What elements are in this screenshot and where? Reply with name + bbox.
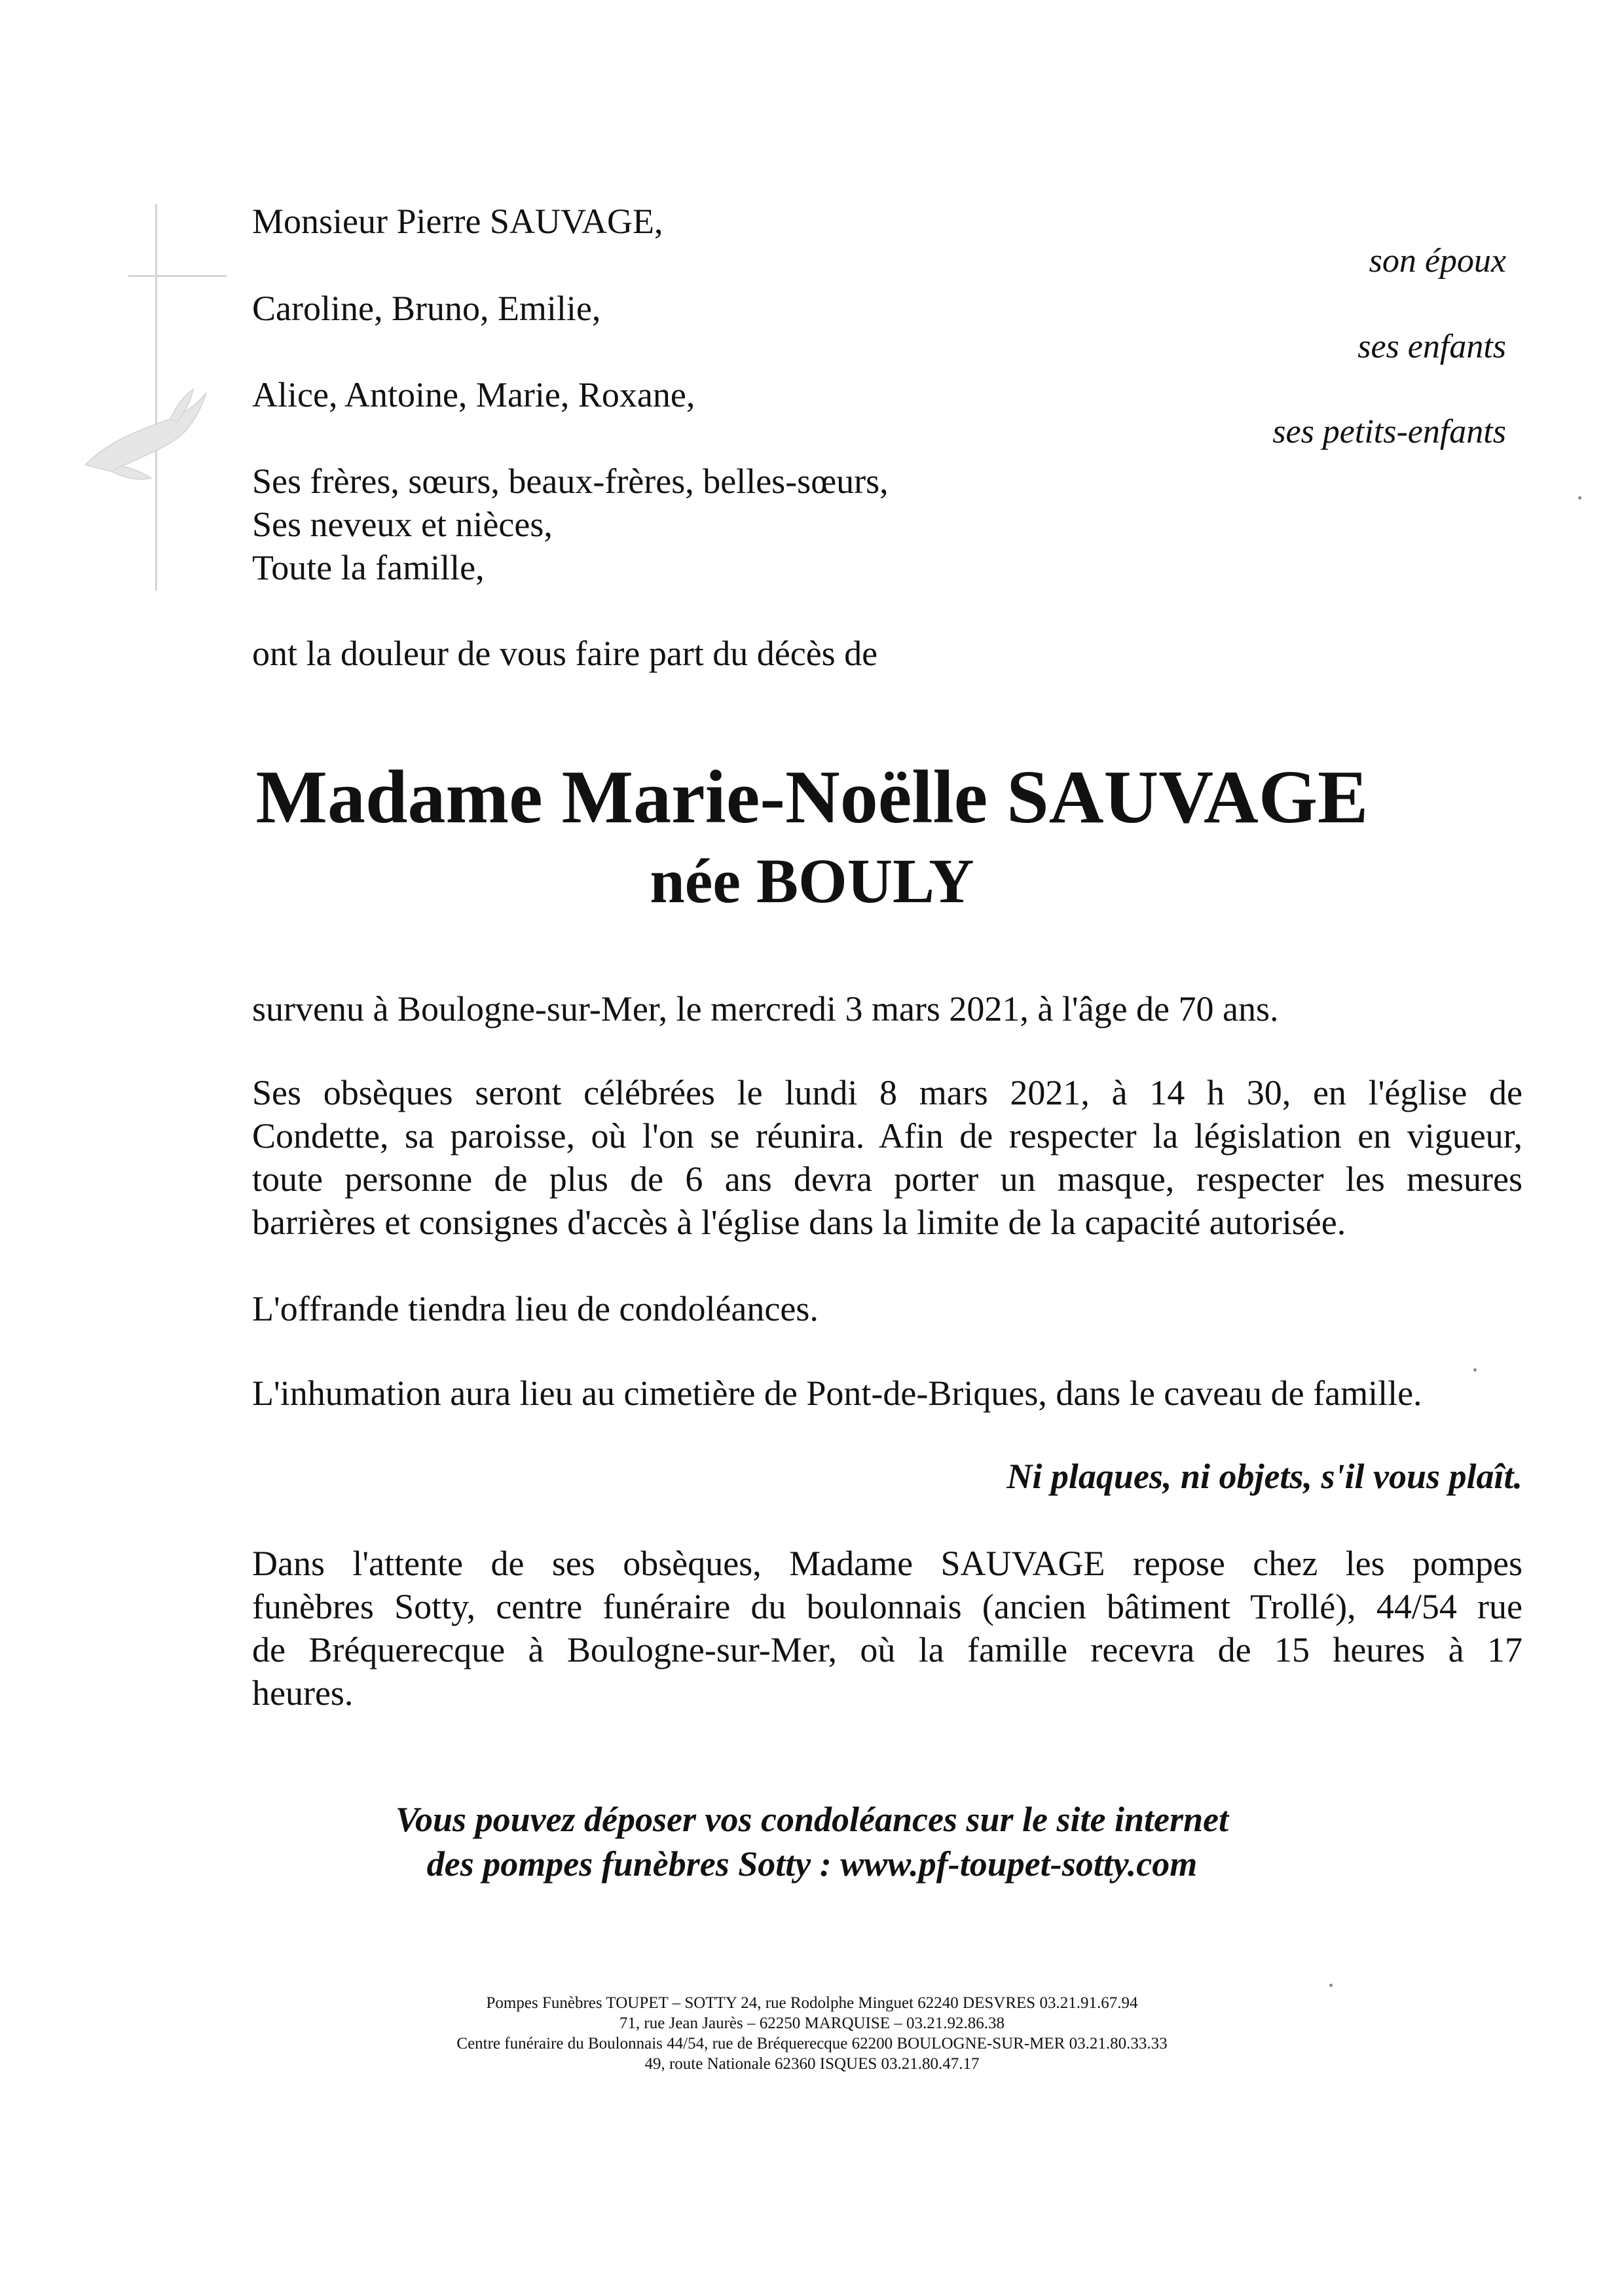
- footer-address-desvres: Pompes Funèbres TOUPET – SOTTY 24, rue Rodolphe Minguet 62240 DESVRES 03.21.91.67.94: [486, 1994, 1138, 2012]
- maiden-name: née BOULY: [650, 846, 974, 916]
- offering-text: L'offrande tiendra lieu de condoléances.: [252, 1289, 819, 1328]
- footer-address-boulogne: Centre funéraire du Boulonnais 44/54, rue de Bréquerecque 62200 BOULOGNE-SUR-MER 03.21.80.33.33: [456, 2035, 1168, 2052]
- no-plaques-notice: Ni plaques, ni objets, s'il vous plaît.: [1006, 1457, 1522, 1496]
- family-children: Caroline, Bruno, Emilie,: [252, 289, 601, 328]
- funeral-line: Condette, sa paroisse, où l'on se réunira. Afin de respecter la législation en vigueur,: [252, 1116, 1522, 1156]
- scan-speck: [1578, 496, 1581, 500]
- announcement-text: ont la douleur de vous faire part du décès de: [252, 634, 878, 673]
- condolences-line-2: des pompes funèbres Sotty : www.pf-toupet-sotty.com: [426, 1844, 1198, 1884]
- deceased-name: Madame Marie-Noëlle SAUVAGE: [255, 756, 1369, 839]
- funeral-line: Ses obsèques seront célébrées le lundi 8 mars 2021, à 14 h 30, en l'église de: [252, 1073, 1522, 1112]
- condolences-line-1: Vous pouvez déposer vos condoléances sur le site internet: [395, 1800, 1228, 1839]
- death-notice: [252, 987, 1522, 1030]
- funeral-paragraph: [252, 1071, 1522, 1244]
- burial-text: L'inhumation aura lieu au cimetière de Pont-de-Briques, dans le caveau de famille.: [252, 1374, 1422, 1413]
- relation-grandchildren: ses petits-enfants: [1272, 413, 1506, 450]
- relation-spouse: son époux: [1369, 242, 1506, 280]
- viewing-line: de Bréquerecque à Boulogne-sur-Mer, où la famille recevra de 15 heures à 17: [252, 1630, 1522, 1669]
- family-siblings: Ses frères, sœurs, beaux-frères, belles-sœurs,: [252, 462, 889, 501]
- offering-paragraph: [252, 1287, 1522, 1330]
- cross-horizontal-decoration: [128, 275, 227, 277]
- scan-speck: [1329, 1984, 1333, 1987]
- family-spouse: Monsieur Pierre SAUVAGE,: [252, 202, 663, 241]
- scan-speck: [1473, 1368, 1477, 1372]
- dove-icon: [72, 367, 216, 498]
- burial-paragraph: [252, 1372, 1522, 1415]
- viewing-line: heures.: [252, 1673, 354, 1713]
- funeral-line: toute personne de plus de 6 ans devra porter un masque, respecter les mesures: [252, 1159, 1522, 1199]
- viewing-line: Dans l'attente de ses obsèques, Madame SAUVAGE repose chez les pompes: [252, 1544, 1522, 1583]
- family-all: Toute la famille,: [252, 548, 485, 587]
- relation-children: ses enfants: [1357, 328, 1506, 365]
- footer-address-isques: 49, route Nationale 62360 ISQUES 03.21.80.47.17: [644, 2055, 980, 2073]
- viewing-line: funèbres Sotty, centre funéraire du boulonnais (ancien bâtiment Trollé), 44/54 rue: [252, 1587, 1522, 1626]
- death-notice-text: survenu à Boulogne-sur-Mer, le mercredi 3 mars 2021, à l'âge de 70 ans.: [252, 989, 1279, 1029]
- funeral-line: barrières et consignes d'accès à l'église dans la limite de la capacité autorisée.: [252, 1203, 1346, 1242]
- family-nephews: Ses neveux et nièces,: [252, 505, 553, 544]
- family-grandchildren: Alice, Antoine, Marie, Roxane,: [252, 375, 695, 414]
- footer-address-marquise: 71, rue Jean Jaurès – 62250 MARQUISE – 03.21.92.86.38: [619, 2014, 1005, 2032]
- viewing-paragraph: [252, 1542, 1522, 1715]
